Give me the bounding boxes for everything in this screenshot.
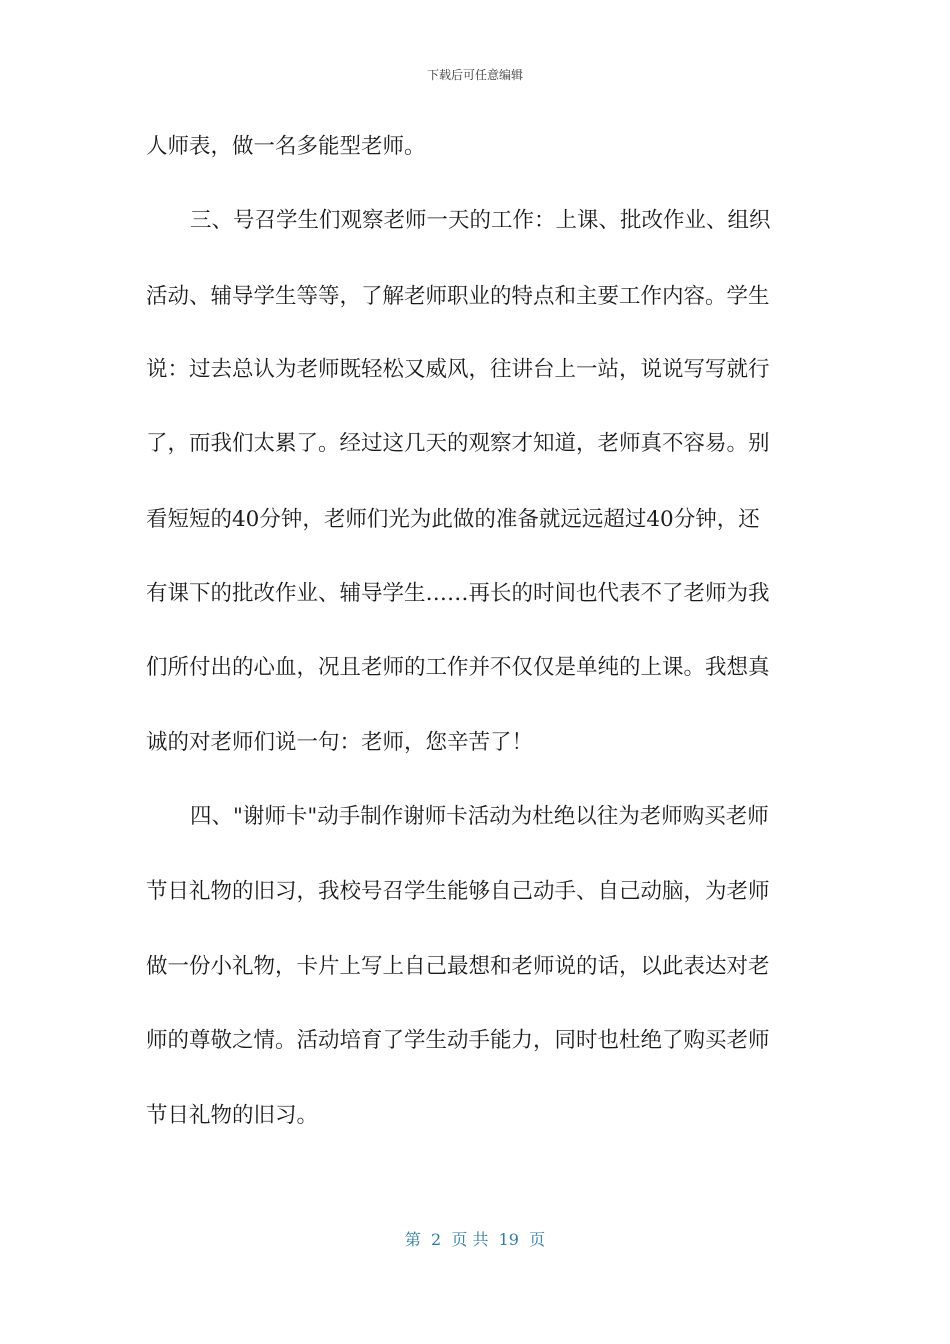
text-line: 说：过去总认为老师既轻松又威风，往讲台上一站，说说写写就行 bbox=[146, 357, 770, 382]
text-line: 诚的对老师们说一句：老师，您辛苦了！ bbox=[146, 730, 534, 755]
text-line: 们所付出的心血，况且老师的工作并不仅仅是单纯的上课。我想真 bbox=[146, 655, 770, 680]
text-line: 了，而我们太累了。经过这几天的观察才知道，老师真不容易。别 bbox=[146, 431, 770, 456]
text-line: 做一份小礼物，卡片上写上自己最想和老师说的话，以此表达对老 bbox=[146, 954, 770, 979]
text-line: 节日礼物的旧习，我校号召学生能够自己动手、自己动脑，为老师 bbox=[146, 879, 770, 904]
paragraph-first-line: 三、号召学生们观察老师一天的工作：上课、批改作业、组织 bbox=[190, 208, 771, 233]
page-number-footer: 第 2 页 共 19 页 bbox=[404, 1230, 546, 1249]
text-line: 师的尊敬之情。活动培育了学生动手能力，同时也杜绝了购买老师 bbox=[146, 1028, 770, 1053]
text-line: 人师表，做一名多能型老师。 bbox=[146, 134, 426, 159]
text-line: 有课下的批改作业、辅导学生……再长的时间也代表不了老师为我 bbox=[146, 581, 770, 606]
text-line: 节日礼物的旧习。 bbox=[146, 1103, 319, 1128]
text-line: 看短短的40分钟，老师们光为此做的准备就远远超过40分钟，还 bbox=[146, 507, 760, 532]
text-line: 活动、辅导学生等等，了解老师职业的特点和主要工作内容。学生 bbox=[146, 284, 770, 309]
paragraph-first-line: 四、"谢师卡"动手制作谢师卡活动为杜绝以往为老师购买老师 bbox=[190, 804, 769, 829]
page-header: 下载后可任意编辑 bbox=[426, 68, 523, 82]
